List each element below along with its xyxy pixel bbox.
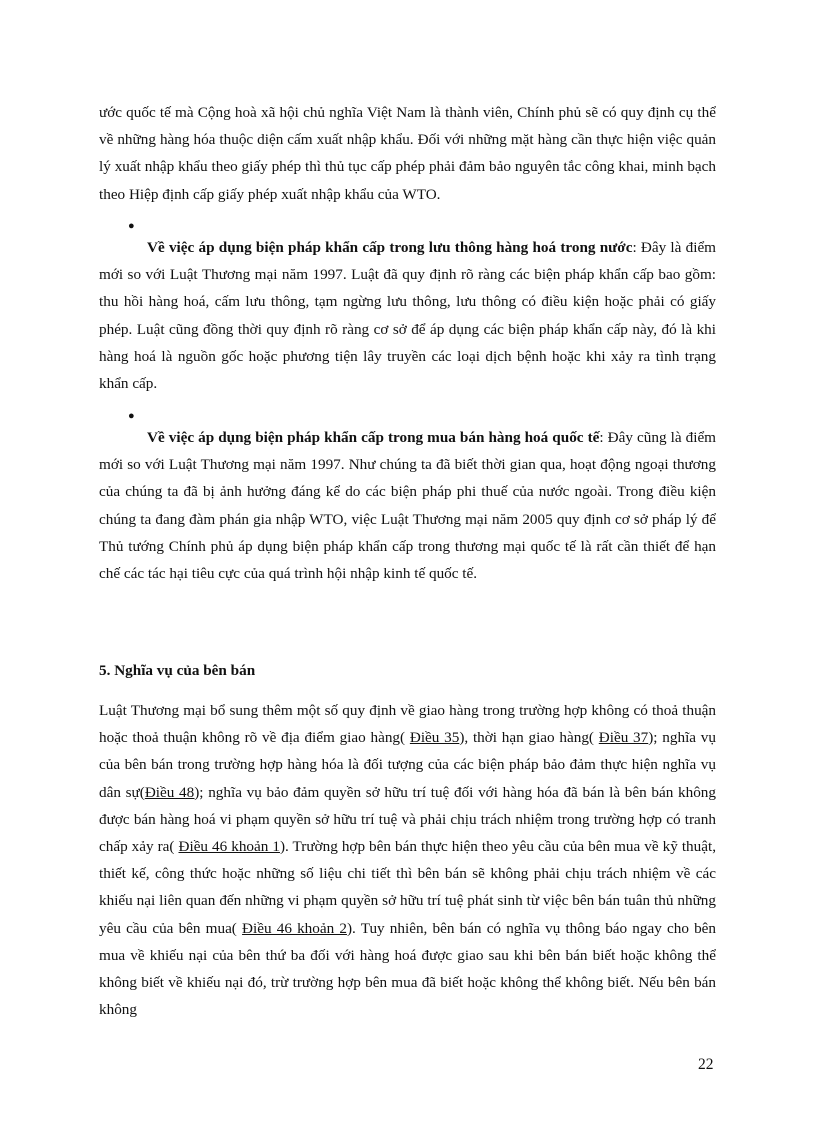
intro-paragraph: ước quốc tế mà Cộng hoà xã hội chủ nghĩa Việt Nam là thành viên, Chính phủ sẽ có quy định cụ thể về những hàng hóa thuộc diện cấm xuất nhập khẩu. Đối với những mặt hàng cần thực hiện việc quản lý xuất nhập khẩu theo giấy phép thì thủ tục cấp phép phải đảm bảo nguyên tắc công khai, minh bạch theo Hiệp định cấp giấy phép xuất nhập khẩu của WTO. <box>99 104 716 203</box>
ref-dieu-46-khoan-1[interactable]: Điều 46 khoản 1 <box>178 838 280 856</box>
ref-dieu-46-khoan-2[interactable]: Điều 46 khoản 2 <box>242 919 347 937</box>
bullet-1-title: Về việc áp dụng biện pháp khẩn cấp trong lưu thông hàng hoá trong nước <box>147 239 633 256</box>
bullet-1-paragraph <box>99 234 716 397</box>
bullet-2-icon: ● <box>128 410 135 422</box>
ref-dieu-35[interactable]: Điều 35 <box>409 729 460 747</box>
section-5-paragraph: Luật Thương mại bổ sung thêm một số quy định về giao hàng trong trường hợp không có thoả thuận hoặc thoả thuận không rõ về địa điểm giao hàng( Điều 35), thời hạn giao hàng( Điều 37); nghĩa vụ của bên bán trong trường hợp hàng hóa là đối tượng của các biện pháp bảo đảm thực hiện nghĩa vụ dân sự(Điều 48); nghĩa vụ bảo đảm quyền sở hữu trí tuệ đối với hàng hóa đã bán là bên bán không được bán hàng hoá vi phạm quyền sở hữu trí tuệ và phải chịu trách nhiệm trong trường hợp có tranh chấp xảy ra( Điều 46 khoản 1). Trường hợp bên bán thực hiện theo yêu cầu của bên mua về kỹ thuật, thiết kế, công thức hoặc những số liệu chi tiết thì bên bán sẽ không phải chịu trách nhiệm về các khiếu nại liên quan đến những vi phạm quyền sở hữu trí tuệ phát sinh từ việc bên bán tuân thủ những yêu cầu của bên mua( Điều 46 khoản 2). Tuy nhiên, bên bán có nghĩa vụ thông báo ngay cho bên mua về khiếu nại của bên thứ ba đối với hàng hoá được giao sau khi bên bán biết hoặc không thể không biết về khiếu nại đó, trừ trường hợp bên mua đã biết hoặc không thể không biết. Nếu bên bán không <box>99 702 717 1019</box>
section-heading: 5. Nghĩa vụ của bên bán <box>99 662 256 679</box>
page-number: 22 <box>698 1056 714 1073</box>
bullet-1-icon: ● <box>128 220 135 232</box>
ref-dieu-48[interactable]: Điều 48); <box>144 783 204 801</box>
ref-dieu-37[interactable]: Điều 37 <box>598 729 649 747</box>
bullet-2-title: Về việc áp dụng biện pháp khẩn cấp trong mua bán hàng hoá quốc tế <box>147 429 600 446</box>
bullet-2-body: : Đây cũng là điểm mới so với Luật Thương mại năm 1997. Như chúng ta đã biết thời gian qua, hoạt động ngoại thương của chúng ta đã bị ảnh hưởng đáng kể do các biện pháp phi thuế của nước ngoài. Trong điều kiện chúng ta đang đàm phán gia nhập WTO, việc Luật Thương mại năm 2005 quy định cơ sở pháp lý để Thủ tướng Chính phủ áp dụng biện pháp khẩn cấp trong thương mại quốc tế là rất cần thiết để hạn chế các tác hại tiêu cực của quá trình hội nhập kinh tế quốc tế. <box>99 429 716 583</box>
bullet-1-body: : Đây là điểm mới so với Luật Thương mại năm 1997. Luật đã quy định rõ ràng các biện pháp khẩn cấp bao gồm: thu hồi hàng hoá, cấm lưu thông, tạm ngừng lưu thông, lưu thông có điều kiện hoặc phải có giấy phép. Luật cũng đồng thời quy định rõ ràng cơ sở để áp dụng các biện pháp khẩn cấp này, đó là khi hàng hoá là nguồn gốc hoặc phương tiện lây truyền các loại dịch bệnh hoặc khi xảy ra tình trạng khẩn cấp. <box>99 239 716 393</box>
bullet-2-paragraph <box>99 424 716 587</box>
